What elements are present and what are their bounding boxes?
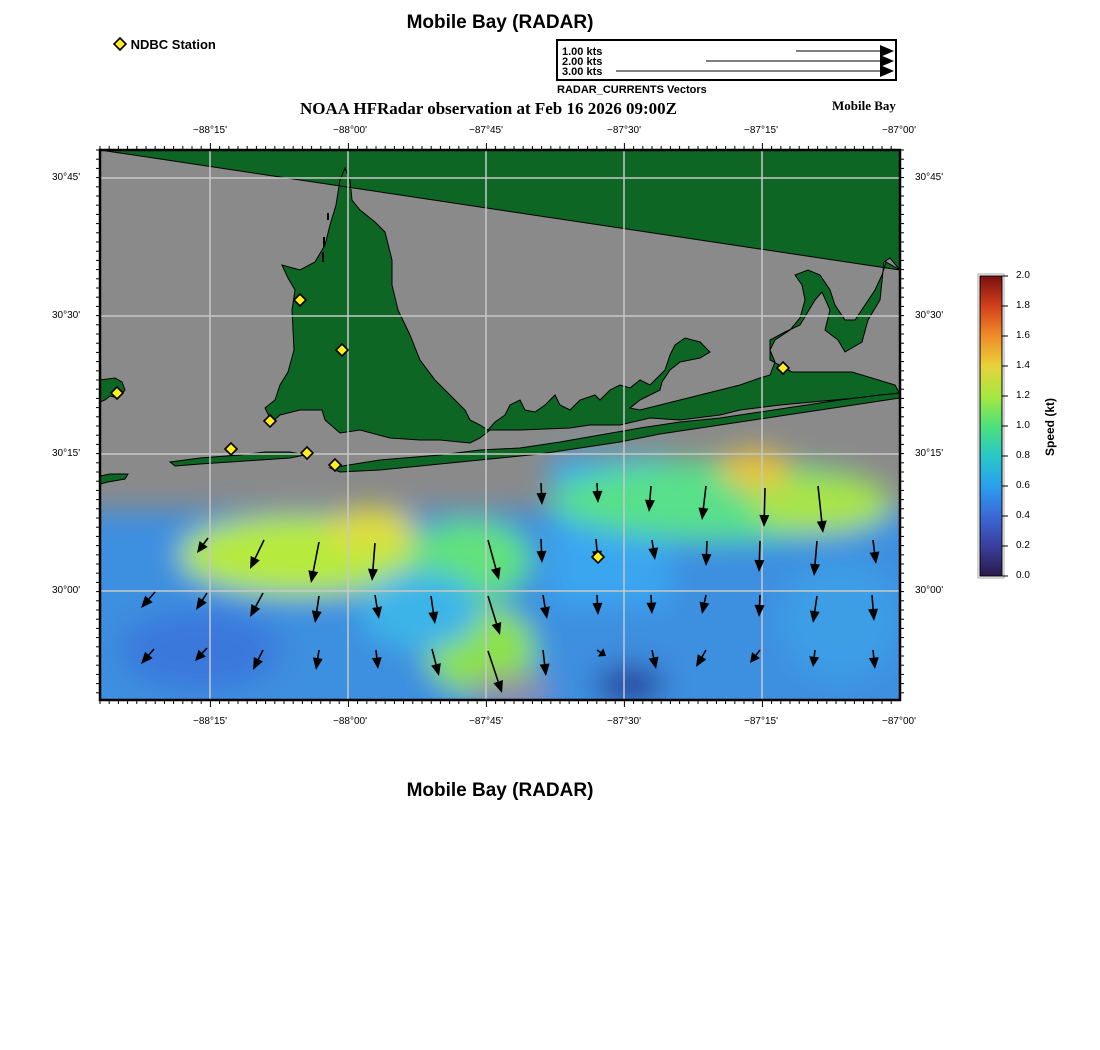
scale-label-3: 3.00 kts <box>562 66 603 78</box>
x-tick-top-6: −87°00' <box>882 125 916 136</box>
colorbar-tick-11: 0.0 <box>1016 570 1030 581</box>
x-tick-top-2: −88°00' <box>333 125 367 136</box>
x-tick-bottom-1: −88°15' <box>193 716 227 727</box>
x-tick-top-1: −88°15' <box>193 125 227 136</box>
scale-label-1: 1.00 kts <box>562 46 603 58</box>
station-legend-label: NDBC Station <box>130 37 216 52</box>
colorbar-tick-1: 2.0 <box>1016 270 1030 281</box>
y-tick-right-4: 30°00' <box>915 585 944 596</box>
x-tick-bottom-4: −87°30' <box>607 716 641 727</box>
colorbar-tick-3: 1.6 <box>1016 330 1030 341</box>
colorbar-tick-2: 1.8 <box>1016 300 1030 311</box>
x-tick-bottom-2: −88°00' <box>333 716 367 727</box>
colorbar-tick-8: 0.6 <box>1016 480 1030 491</box>
y-tick-left-2: 30°30' <box>52 310 81 321</box>
vector-legend-caption: RADAR_CURRENTS Vectors <box>557 84 707 96</box>
y-tick-right-2: 30°30' <box>915 310 944 321</box>
colorbar-tick-6: 1.0 <box>1016 420 1030 431</box>
main-title: Mobile Bay (RADAR) <box>406 12 594 33</box>
x-tick-bottom-3: −87°45' <box>469 716 503 727</box>
colorbar-tick-9: 0.4 <box>1016 510 1030 521</box>
y-tick-left-3: 30°15' <box>52 448 81 459</box>
colorbar-tick-5: 1.2 <box>1016 390 1030 401</box>
x-tick-top-4: −87°30' <box>607 125 641 136</box>
speed-colorbar <box>976 272 1010 580</box>
y-tick-left-4: 30°00' <box>52 585 81 596</box>
footer-title: Mobile Bay (RADAR) <box>406 780 594 801</box>
colorbar-tick-7: 0.8 <box>1016 450 1030 461</box>
x-tick-top-3: −87°45' <box>469 125 503 136</box>
y-tick-left-1: 30°45' <box>52 172 81 183</box>
x-tick-top-5: −87°15' <box>744 125 778 136</box>
x-tick-bottom-5: −87°15' <box>744 716 778 727</box>
scale-label-2: 2.00 kts <box>562 56 603 68</box>
colorbar-tick-10: 0.2 <box>1016 540 1030 551</box>
map-title: NOAA HFRadar observation at Feb 16 2026 09:00Z <box>300 99 677 118</box>
y-tick-right-1: 30°45' <box>915 172 944 183</box>
colorbar-tick-4: 1.4 <box>1016 360 1030 371</box>
colorbar-label: Speed (kt) <box>1043 398 1057 457</box>
region-label: Mobile Bay <box>832 98 896 113</box>
x-tick-bottom-6: −87°00' <box>882 716 916 727</box>
y-tick-right-3: 30°15' <box>915 448 944 459</box>
